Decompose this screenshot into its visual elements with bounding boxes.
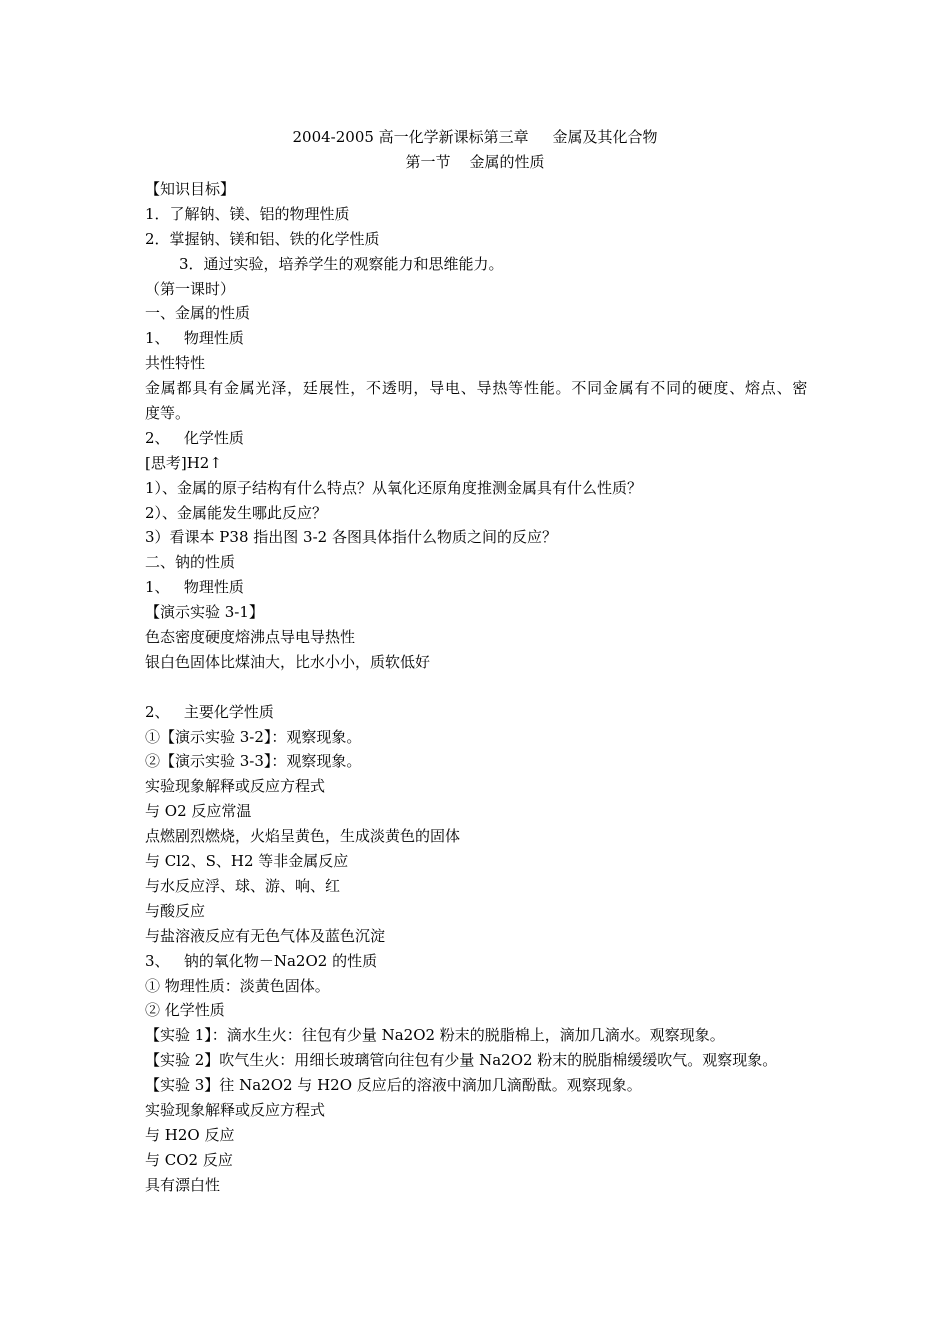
document-title: 2004-2005 高一化学新课标第三章 金属及其化合物 [292,128,658,146]
subsection-heading: 1、 物理性质 [145,578,244,597]
text-line: ① 物理性质：淡黄色固体。 [145,976,330,995]
text-line: 与盐溶液反应有无色气体及蓝色沉淀 [145,926,386,945]
text-line: 与 O2 反应常温 [145,802,252,821]
subsection-heading: 1、 物理性质 [145,329,244,348]
document-body [145,177,807,1198]
text-line: 具有漂白性 [145,1175,221,1194]
text-line: 与酸反应 [145,901,206,920]
text-line: 实验现象解释或反应方程式 [145,1100,326,1119]
text-line: 实验现象解释或反应方程式 [145,777,326,796]
goal-item: 3．通过实验，培养学生的观察能力和思维能力。 [179,254,504,273]
text-line: 金属都具有金属光泽，廷展性，不透明，导电、导热等性能。不同金属有不同的硬度、熔点、密 [145,379,807,398]
heading-knowledge-goals: 【知识目标】 [145,180,236,198]
experiment-label: ①【演示实验 3-2】：观察现象。 [145,727,362,746]
section-heading: 二、钠的性质 [145,553,236,572]
text-line: 与 H2O 反应 [145,1125,235,1144]
text-line: 与 CO2 反应 [145,1150,233,1169]
question-item: 1）、金属的原子结构有什么特点？从氧化还原角度推测金属具有什么性质？ [145,478,643,497]
experiment-item: 【实验 3】往 Na2O2 与 H2O 反应后的溶液中滴加几滴酚酞。观察现象。 [145,1076,642,1095]
text-line: 与水反应浮、球、游、响、红 [145,876,341,895]
subsection-heading: 2、 主要化学性质 [145,702,274,721]
experiment-item: 【实验 1】：滴水生火：往包有少量 Na2O2 粉末的脱脂棉上，滴加几滴水。观察现象。 [145,1026,725,1045]
question-item: 2）、金属能发生哪此反应？ [145,503,328,522]
goal-item: 2．掌握钠、镁和铝、铁的化学性质 [145,229,380,248]
experiment-label: 【演示实验 3-1】 [145,603,264,622]
lesson-label: （第一课时） [145,279,236,298]
think-label: [思考]H2↑ [145,453,222,472]
subsection-heading: 2、 化学性质 [145,428,244,447]
subsection-heading: 3、 钠的氧化物－Na2O2 的性质 [145,951,378,970]
blank-line [145,675,807,700]
experiment-item: 【实验 2】吹气生火：用细长玻璃管向往包有少量 Na2O2 粉末的脱脂棉缓缓吹气。观察现象。 [145,1051,778,1070]
section-title: 第一节 金属的性质 [405,153,545,171]
text-line: 点燃剧烈燃烧，火焰呈黄色，生成淡黄色的固体 [145,827,461,846]
experiment-label: ②【演示实验 3-3】：观察现象。 [145,752,362,771]
text-line: 色态密度硬度熔沸点导电导热性 [145,628,356,647]
text-line: 银白色固体比煤油大，比水小小，质软低好 [145,652,431,671]
text-line: 度等。 [145,404,191,423]
text-line: 与 Cl2、S、H2 等非金属反应 [145,852,349,871]
question-item: 3）看课本 P38 指出图 3-2 各图具体指什么物质之间的反应？ [145,528,557,547]
section-heading: 一、金属的性质 [145,304,251,323]
goal-item: 1．了解钠、镁、铝的物理性质 [145,204,350,223]
text-line: ② 化学性质 [145,1001,225,1020]
text-line: 共性特性 [145,354,206,373]
